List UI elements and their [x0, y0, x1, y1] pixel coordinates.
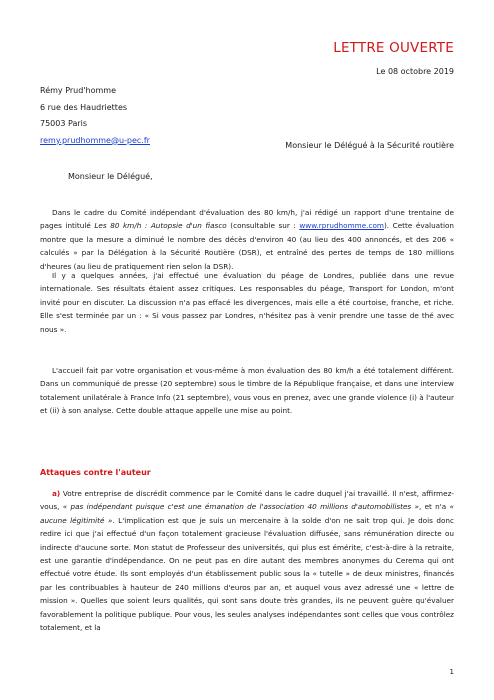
- report-title: Les 80 km/h : Autopsie d'un fiasco: [94, 221, 227, 231]
- paragraph-4-text: , et n'a: [418, 502, 450, 512]
- paragraph-4: [40, 487, 454, 634]
- sender-block: [40, 83, 150, 149]
- sender-street: 6 rue des Haudriettes: [40, 102, 128, 112]
- salutation: Monsieur le Délégué,: [68, 172, 153, 181]
- paragraph-2-text: Il y a quelques années, j'ai effectué une évaluation du péage de Londres, publiée dans une revue internationale. Ses résultats étaient assez critiques. Les responsables du péage, Transport for London, m'ont invité pour en discuter. La discussion n'a pas effacé les divergences, mais elle a été courtoise, franche, et riche. Elle s'est terminée par un : « Si vous passez par Londres, n'hésitez pas à venir prendre une tasse de thé avec nous ».: [40, 271, 454, 334]
- paragraph-3: [40, 364, 454, 418]
- sender-city: 75003 Paris: [40, 119, 88, 128]
- letter-title: LETTRE OUVERTE: [333, 40, 454, 56]
- paragraph-4-text: . L'implication est que je suis un mercenaire à la solde d'on ne sait trop qui. Je dois donc redire ici que j'ai effectué d'un façon totalement gracieuse l'évaluation diffusée, sans rémunération directe ou indirecte d'aucune sorte. Mon statut de Professeur des universités, qui plus est émérite, c'est-à-dire à la retraite, est une garantie d'indépendance. On ne peut pas en dire autant des membres anonymes du Cerema qui ont effectué votre étude. Ils sont employés d'un établissement public sous la « tutelle » de deux ministres, financés par les contribuables à hauteur de 240 millions d'euros par an, et auquel vous avez adressé une « lettre de mission ». Quelles que soient leurs qualités, qui sont sans doute très grandes, ils ne peuvent guère qu'évaluer favorablement la politique publique. Pour vous, les seules analyses indépendantes sont celles que vous contrôlez totalement, et la: [40, 515, 454, 633]
- paragraph-1: [40, 206, 454, 273]
- quote-2: « aucune légitimité »: [40, 502, 454, 525]
- paragraph-1-text: (consultable sur :: [226, 221, 300, 231]
- paragraph-3-text: L'accueil fait par votre organisation et vous-même à mon évaluation des 80 km/h a été totalement différent. Dans un communiqué de presse (20 septembre) sous le timbre de la République française, et dans une interview totalement unilatérale à France Info (21 septembre), vous vous en prenez, avec une grande violence (i) à l'auteur et (ii) à son analyse. Cette double attaque appelle une mise au point.: [40, 366, 454, 416]
- paragraph-1-text: Dans le cadre du Comité indépendant d'évaluation des 80 km/h, j'ai rédigé un rapport d'une trentaine de pages intitulé: [40, 208, 454, 231]
- website-link[interactable]: www.rprudhomme.com: [299, 221, 384, 231]
- sender-name: Rémy Prud'homme: [40, 86, 116, 95]
- paragraph-1-text: ). Cette évaluation montre que la mesure a diminué le nombre des décès d'environ 40 (au lieu des 400 annoncés, et des 206 « calculés » par la Délégation à la Sécurité Routière (DSR), et entraîné des pertes de temps de 180 millions d'heures (au lieu de pratiquement rien selon la DSR).: [40, 221, 454, 271]
- list-marker: a): [52, 489, 61, 498]
- recipient: Monsieur le Délégué à la Sécurité routière: [285, 141, 454, 150]
- paragraph-4-text: Votre entreprise de discrédit commence par le Comité dans le cadre duquel j'ai travaillé. Il n'est, affirmez-vous,: [40, 489, 454, 512]
- sender-email-link[interactable]: remy.prudhomme@u-pec.fr: [40, 135, 150, 145]
- section-title: Attaques contre l'auteur: [40, 468, 151, 477]
- page-number: 1: [449, 668, 454, 676]
- quote-1: « pas indépendant puisque c'est une émanation de l'association 40 millions d'automobilistes »: [62, 502, 419, 512]
- paragraph-2: [40, 269, 454, 336]
- letter-date: Le 08 octobre 2019: [376, 67, 454, 76]
